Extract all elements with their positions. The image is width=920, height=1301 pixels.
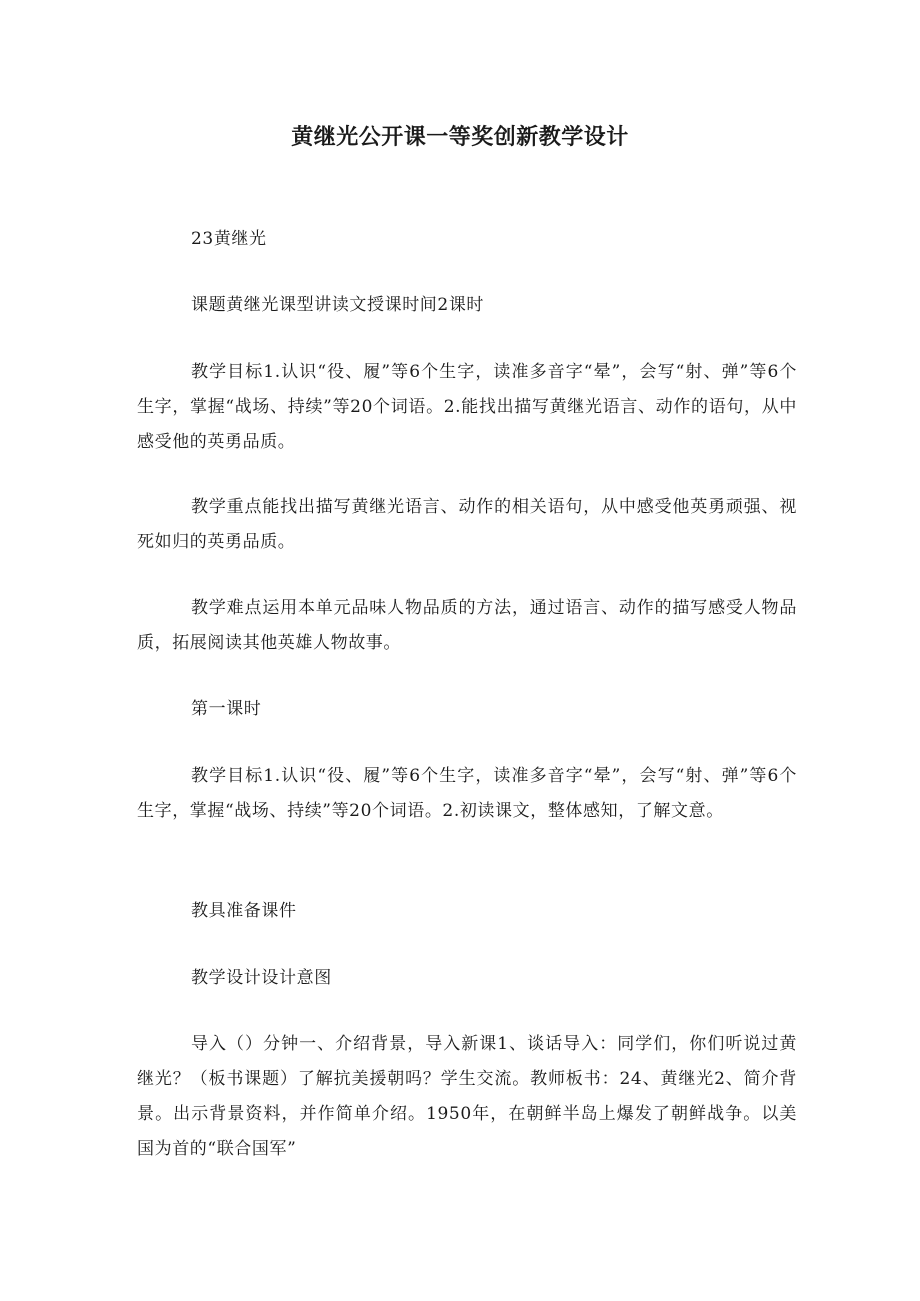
first-lesson-heading: 第一课时 [191, 699, 262, 719]
teaching-focus: 教学重点能找出描写黄继光语言、动作的相关语句，从中感受他英勇顽强、视死如归的英勇品质。 [137, 497, 797, 552]
teaching-difficulty: 教学难点运用本单元品味人物品质的方法，通过语言、动作的描写感受人物品质，拓展阅读其他英雄人物故事。 [137, 598, 797, 653]
first-lesson-objectives: 教学目标1.认识“役、履”等6个生字，读准多音字“晕”，会写“射、弹”等6个生字，掌握“战场、持续”等20个词语。2.初读课文，整体感知，了解文意。 [137, 766, 797, 821]
document-title: 黄继光公开课一等奖创新教学设计 [291, 125, 629, 150]
lesson-info: 课题黄继光课型讲读文授课时间2课时 [191, 295, 485, 315]
introduction-section: 导入（）分钟一、介绍背景，导入新课1、谈话导入：同学们，你们听说过黄继光？（板书课题）了解抗美援朝吗？学生交流。教师板书：24、黄继光2、简介背景。出示背景资料，并作简单介绍。1950年，在朝鲜半岛上爆发了朝鲜战争。以美国为首的“联合国军” [137, 1034, 797, 1159]
lesson-heading: 23黄继光 [191, 229, 267, 249]
design-header: 教学设计设计意图 [191, 968, 332, 988]
teaching-aids: 教具准备课件 [191, 901, 297, 921]
teaching-objectives: 教学目标1.认识“役、履”等6个生字，读准多音字“晕”，会写“射、弹”等6个生字，掌握“战场、持续”等20个词语。2.能找出描写黄继光语言、动作的语句，从中感受他的英勇品质。 [137, 362, 797, 452]
